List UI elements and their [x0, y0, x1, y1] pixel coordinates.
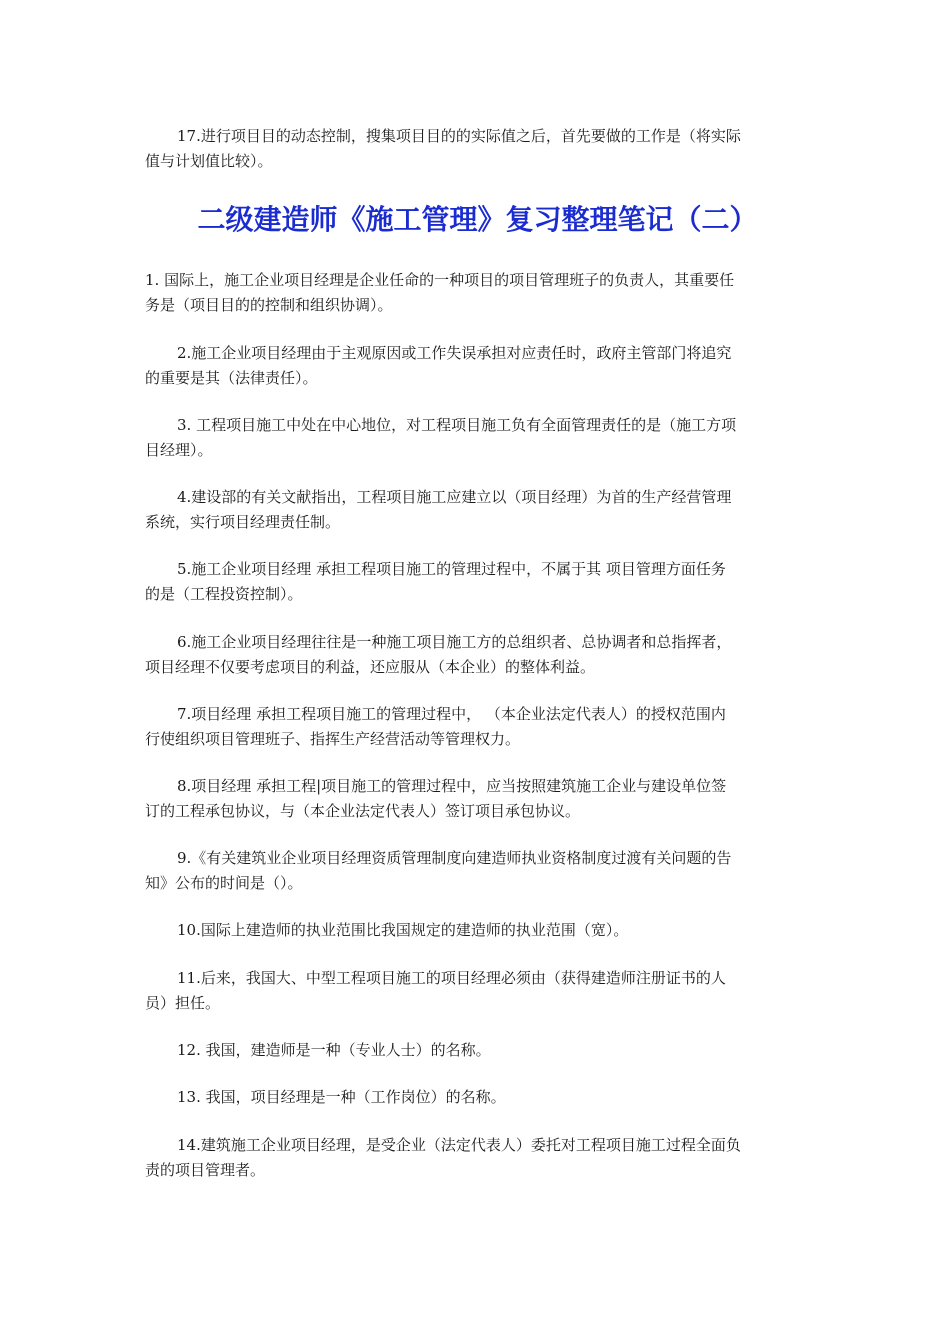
paragraph-line: 值与计划值比较）。 — [145, 152, 273, 170]
paragraph-line: 的是（工程投资控制）。 — [145, 585, 303, 603]
paragraph-line: 6.施工企业项目经理往往是一种施工项目施工方的总组织者、总协调者和总指挥者， — [177, 633, 732, 651]
paragraph-line: 11.后来，我国大、中型工程项目施工的项目经理必须由（获得建造师注册证书的人 — [177, 969, 726, 987]
paragraph-line: 行使组织项目管理班子、指挥生产经营活动等管理权力。 — [145, 730, 521, 748]
paragraph-line: 12. 我国，建造师是一种（专业人士）的名称。 — [177, 1041, 491, 1059]
paragraph-item-12 — [145, 1038, 810, 1063]
paragraph-item-5 — [145, 557, 810, 607]
paragraph-item-8 — [145, 774, 810, 824]
paragraph-line: 员）担任。 — [145, 994, 221, 1012]
paragraph-line: 1. 国际上，施工企业项目经理是企业任命的一种项目的项目管理班子的负责人，其重要任 — [145, 271, 735, 289]
paragraph-line: 目经理）。 — [145, 441, 213, 459]
paragraph-line: 知》公布的时间是（）。 — [145, 874, 303, 892]
paragraph-line: 7.项目经理 承担工程项目施工的管理过程中， （本企业法定代表人）的授权范围内 — [177, 705, 726, 723]
paragraph-line: 责的项目管理者。 — [145, 1161, 266, 1179]
paragraph-line: 5.施工企业项目经理 承担工程项目施工的管理过程中，不属于其 项目管理方面任务 — [177, 560, 726, 578]
paragraph-item-7 — [145, 702, 810, 752]
paragraph-line: 3. 工程项目施工中处在中心地位，对工程项目施工负有全面管理责任的是（施工方项 — [177, 416, 737, 434]
paragraph-line: 2.施工企业项目经理由于主观原因或工作失误承担对应责任时，政府主管部门将追究 — [177, 344, 732, 362]
paragraph-line: 项目经理不仅要考虑项目的利益，还应服从（本企业）的整体利益。 — [145, 658, 596, 676]
paragraph-line: 系统，实行项目经理责任制。 — [145, 513, 341, 531]
paragraph-line: 订的工程承包协议，与（本企业法定代表人）签订项目承包协议。 — [145, 802, 581, 820]
paragraph-line: 17.进行项目目的动态控制，搜集项目目的的实际值之后，首先要做的工作是（将实际 — [177, 127, 741, 145]
paragraph-line: 务是（项目目的的控制和组织协调）。 — [145, 296, 393, 314]
paragraph-item-2 — [145, 341, 810, 391]
paragraph-item-1 — [145, 268, 810, 318]
paragraph-line: 14.建筑施工企业项目经理，是受企业（法定代表人）委托对工程项目施工过程全面负 — [177, 1136, 741, 1154]
paragraph-line: 的重要是其（法律责任）。 — [145, 369, 318, 387]
paragraph-item-9 — [145, 846, 810, 896]
paragraph-17 — [145, 124, 810, 174]
paragraph-item-14 — [145, 1133, 810, 1183]
paragraph-line: 4.建设部的有关文献指出，工程项目施工应建立以（项目经理）为首的生产经营管理 — [177, 488, 732, 506]
paragraph-line: 10.国际上建造师的执业范围比我国规定的建造师的执业范围（宽）。 — [177, 921, 629, 939]
paragraph-item-11 — [145, 966, 810, 1016]
paragraph-line: 8.项目经理 承担工程|项目施工的管理过程中，应当按照建筑施工企业与建设单位签 — [177, 777, 727, 795]
paragraph-item-10 — [145, 918, 810, 943]
paragraph-item-4 — [145, 485, 810, 535]
paragraph-line: 13. 我国，项目经理是一种（工作岗位）的名称。 — [177, 1088, 506, 1106]
paragraph-item-3 — [145, 413, 810, 463]
document-title: 二级建造师《施工管理》复习整理笔记（二） — [197, 203, 758, 236]
paragraph-line: 9.《有关建筑业企业项目经理资质管理制度向建造师执业资格制度过渡有关问题的告 — [177, 849, 732, 867]
paragraph-item-6 — [145, 630, 810, 680]
paragraph-item-13 — [145, 1085, 810, 1110]
